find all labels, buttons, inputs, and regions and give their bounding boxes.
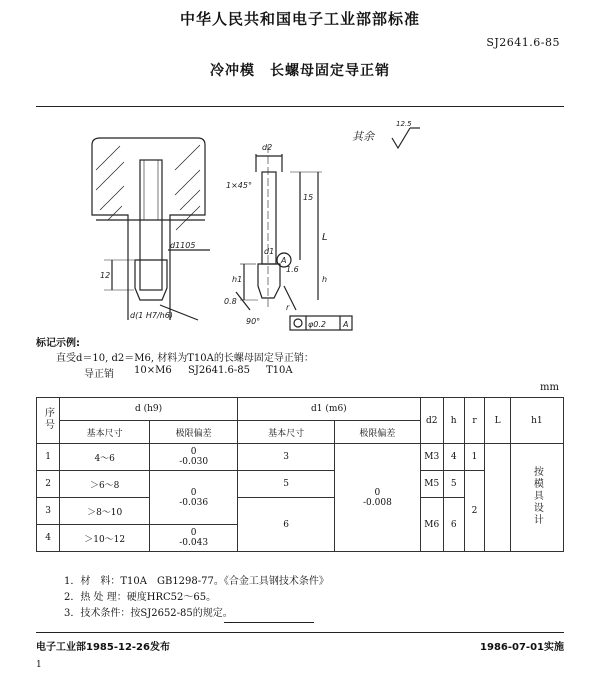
label-d2: d2 [262, 143, 273, 152]
label-r16: 1.6 [286, 265, 299, 274]
header-d1: d1 (m6) [238, 398, 421, 421]
standard-number: SJ2641.6-85 [486, 36, 560, 49]
marking-heading: 标记示例: [36, 338, 80, 349]
label-d-fit: d1105 [170, 241, 196, 250]
marking-size: 10×M6 [134, 365, 172, 376]
effective-date: 1986-07-01实施 [480, 642, 564, 653]
header-seq: 序号 [37, 398, 60, 444]
label-h: h [322, 275, 328, 284]
sub-dev-d: 极限偏差 [150, 421, 238, 444]
table-row: 1 4～6 0 -0.030 3 0 -0.008 M3 4 1 按模具设计 [37, 444, 564, 471]
note-1: 1．材 料：T10A GB1298-77。《合金工具钢技术条件》 [64, 576, 329, 587]
header-divider [36, 106, 564, 107]
marking-name: 导正销 [84, 369, 114, 380]
note-3: 3．技术条件：按SJ2652-85的规定。 [64, 608, 233, 619]
label-12: 12 [100, 271, 111, 280]
roughness-note: 其余 [352, 130, 374, 143]
marking-material: T10A [266, 365, 293, 376]
table-row: 2 ＞6～8 0 -0.036 5 M5 5 2 [37, 471, 564, 498]
page-number: 1 [36, 660, 42, 670]
note-2: 2．热 处 理：硬度HRC52～65。 [64, 592, 217, 603]
label-chamfer: 1×45° [226, 181, 252, 190]
label-fit: d(1 H7/h6) [130, 311, 173, 320]
marking-line1: 直受d＝10, d2＝M6, 材料为T10A的长螺母固定导正销： [56, 353, 314, 364]
header-d2: d2 [420, 398, 443, 444]
label-90: 90° [246, 317, 261, 326]
notes-end-rule [224, 622, 314, 623]
spec-table [36, 397, 564, 552]
table-row: 4 ＞10～12 0 -0.043 [37, 525, 564, 552]
label-r: r [286, 303, 290, 312]
header-r: r [464, 398, 485, 444]
label-r08: 0.8 [224, 297, 237, 306]
issued-date: 电子工业部1985-12-26发布 [36, 642, 170, 653]
label-15: 15 [303, 193, 314, 202]
label-d1: d1 [264, 247, 275, 256]
header-L: L [485, 398, 510, 444]
technical-drawing [0, 110, 600, 342]
label-A: A [281, 256, 287, 265]
table-row: 3 ＞8～10 6 M6 6 [37, 498, 564, 525]
label-L: L [322, 232, 328, 243]
document-title: 冷冲模 长螺母固定导正销 [210, 63, 390, 79]
org-title: 中华人民共和国电子工业部部标准 [179, 10, 420, 28]
header-d: d (h9) [60, 398, 238, 421]
L-note-cell: 按模具设计 [510, 444, 563, 552]
label-tolref: A [343, 320, 349, 329]
header-h: h [443, 398, 464, 444]
label-h1: h1 [232, 275, 243, 284]
sub-basic-d: 基本尺寸 [60, 421, 150, 444]
sub-basic-d1: 基本尺寸 [238, 421, 335, 444]
footer-divider [36, 632, 564, 633]
unit-label: mm [540, 382, 559, 393]
label-tol: φ0.2 [308, 320, 326, 329]
sub-dev-d1: 极限偏差 [335, 421, 421, 444]
header-h1: h1 [510, 398, 563, 444]
roughness-value: 12.5 [396, 120, 412, 128]
marking-std: SJ2641.6-85 [188, 365, 250, 376]
